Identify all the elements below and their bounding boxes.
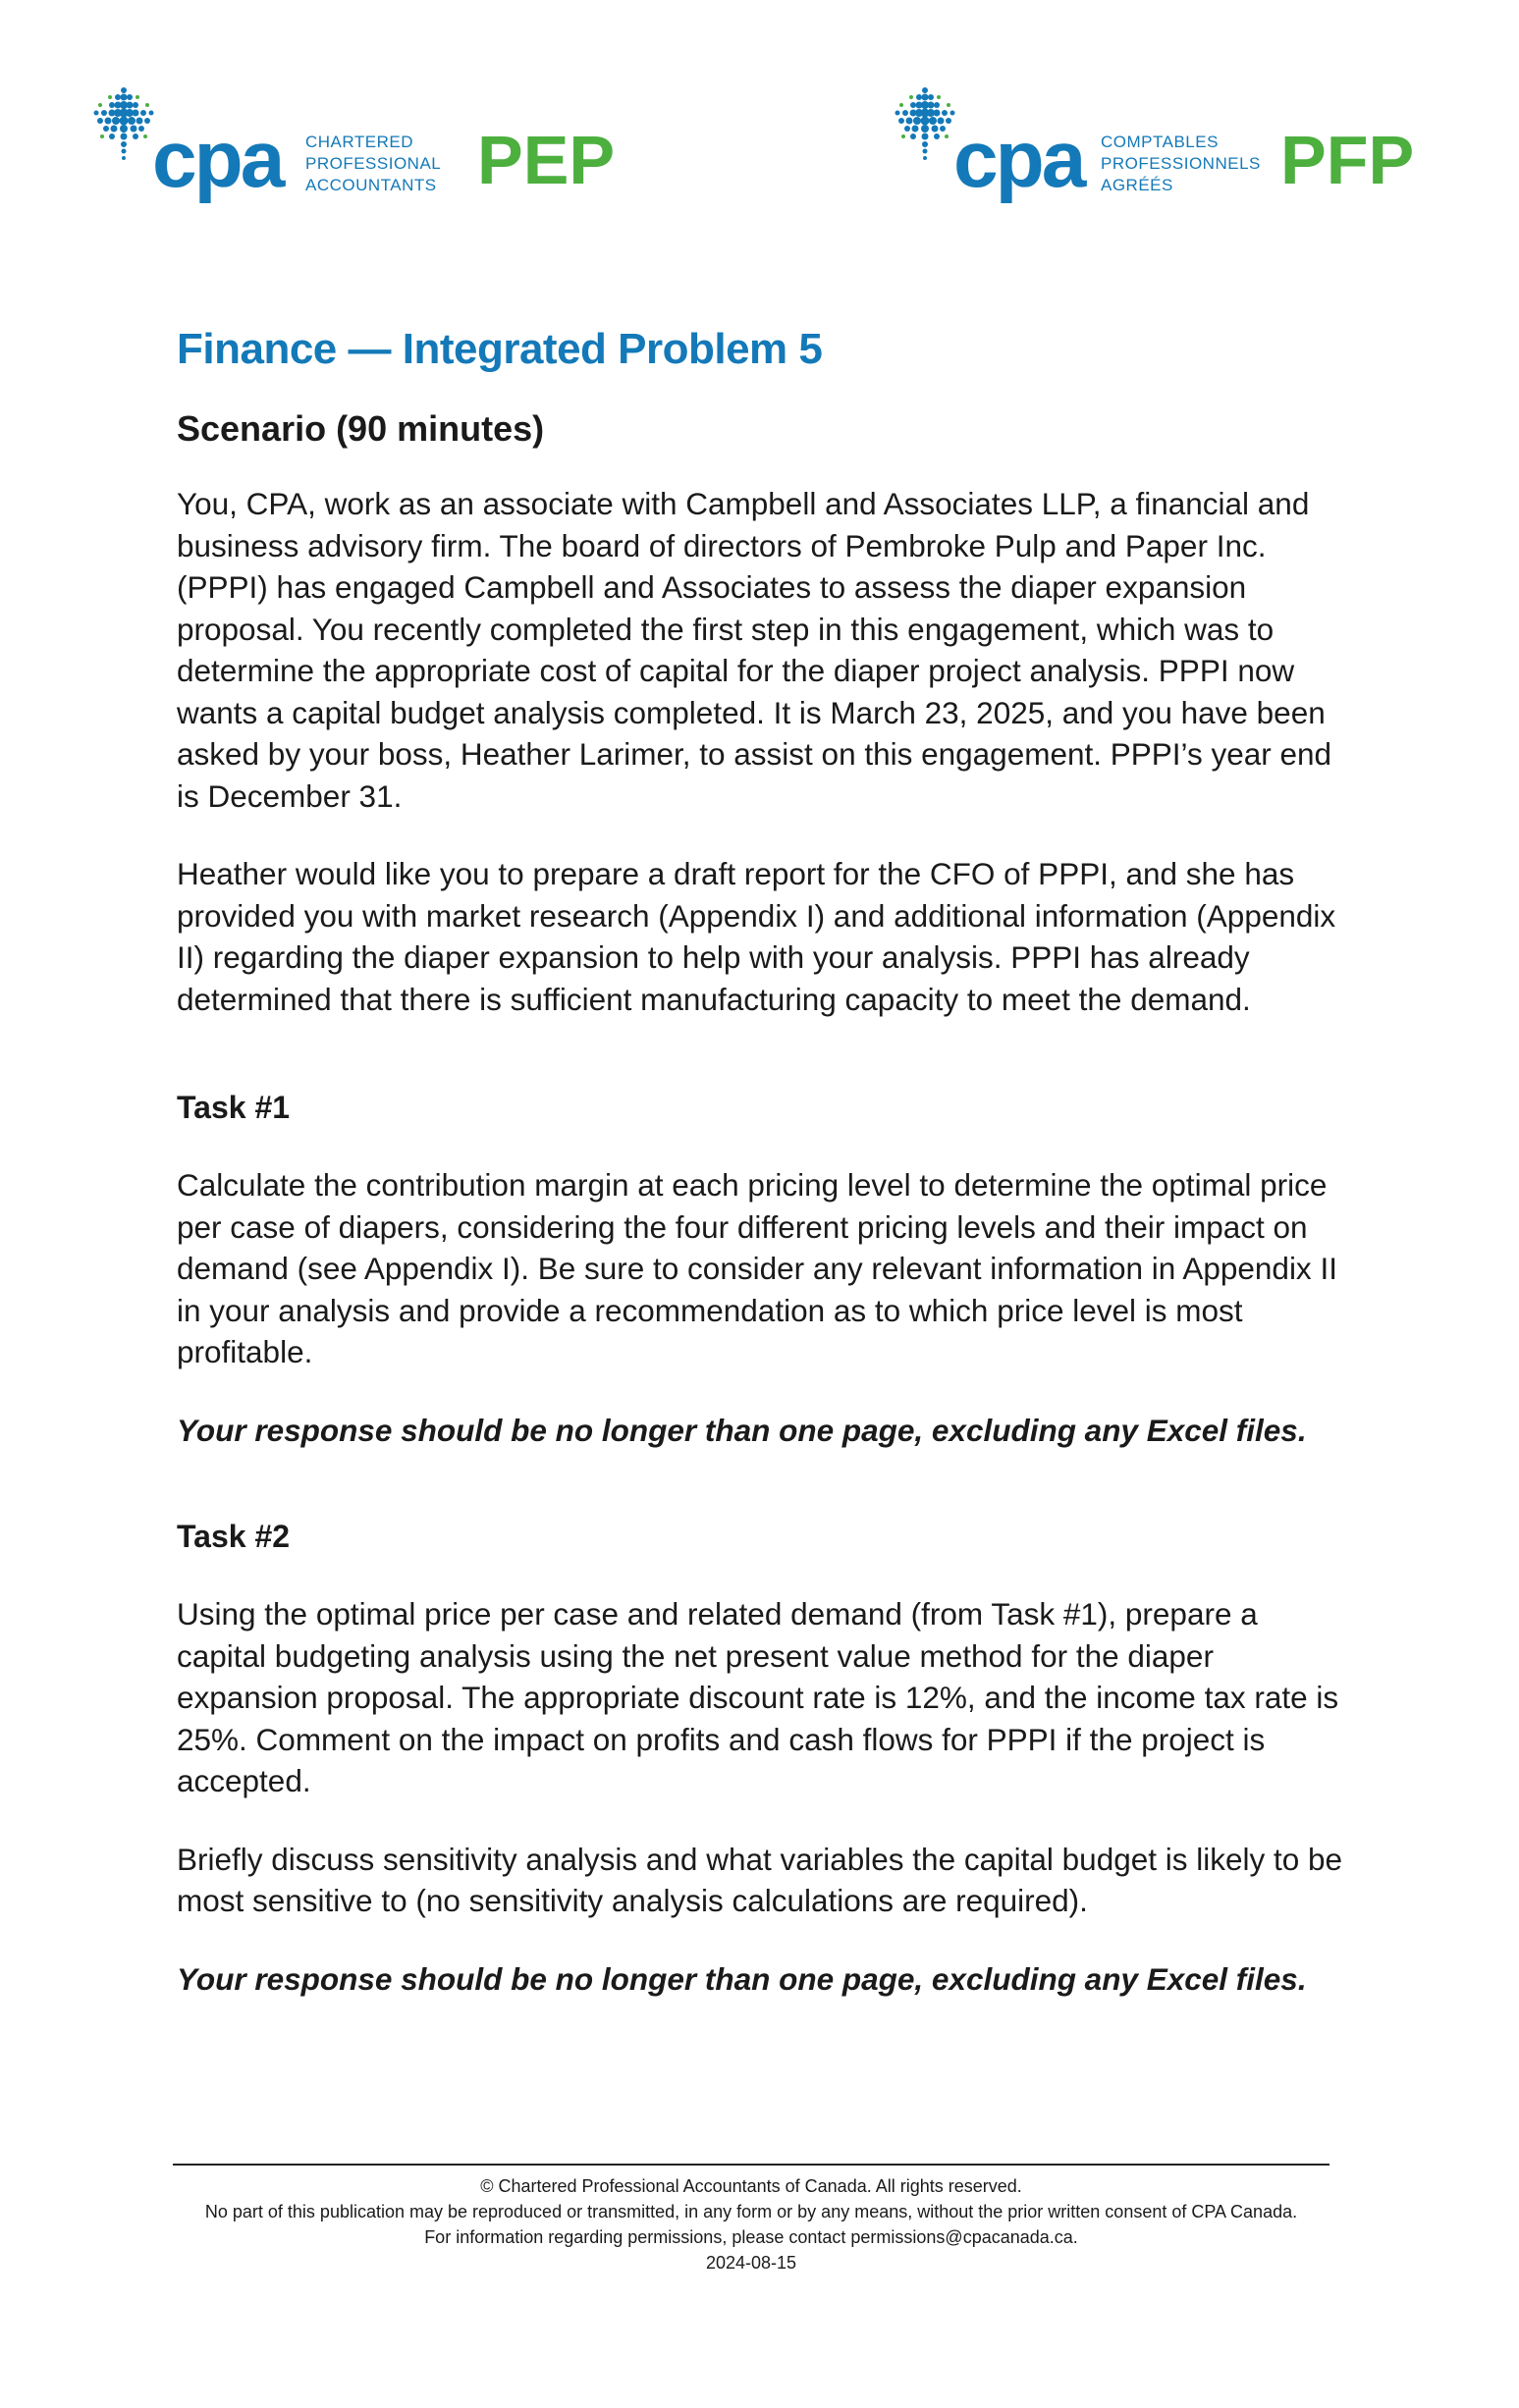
cpa-descriptor: COMPTABLES PROFESSIONNELS AGRÉÉS [1101,133,1261,194]
scenario-paragraph-2: Heather would like you to prepare a draft report for the CFO of PPPI, and she has provided you with market research (Appendix I) and additional information (Appendix II) regarding the diaper expansion to help with your analysis. PPPI has already determined that there is sufficient manufacturing capacity to meet the demand. [177,856,1336,1017]
cpa-wordmark: cpa [953,115,1084,204]
cpa-pep-logo [90,84,640,212]
scenario-heading: Scenario (90 minutes) [177,408,545,449]
task2-heading: Task #2 [177,1519,291,1554]
maple-leaf-dots-icon [892,84,960,173]
task1-length-note: Your response should be no longer than one page, excluding any Excel files. [177,1412,1307,1448]
task2-paragraph-2: Briefly discuss sensitivity analysis and what variables the capital budget is likely to be most sensitive to (no sensitivity analysis calculations are required). [177,1841,1343,1918]
scenario-paragraph-1: You, CPA, work as an associate with Campbell and Associates LLP, a financial and business advisory firm. The board of directors of Pembroke Pulp and Paper Inc. (PPPI) has engaged Campbell and Associates to assess the diaper expansion proposal. You recently completed the first step in this engagement, which was to determine the appropriate cost of capital for the diaper project analysis. PPPI now wants a capital budget analysis completed. It is March 23, 2025, and you have been asked by your boss, Heather Larimer, to assist on this engagement. PPPI’s year end is December 31. [177,486,1332,814]
cpa-wordmark: cpa [152,115,283,204]
task2-length-note: Your response should be no longer than one page, excluding any Excel files. [177,1960,1307,1997]
task1-heading: Task #1 [177,1090,291,1125]
footer-permissions-contact: For information regarding permissions, please contact permissions@cpacanada.ca. [424,2227,1078,2247]
task1-paragraph: Calculate the contribution margin at each pricing level to determine the optimal price per case of diapers, considering the four different pricing levels and their impact on demand (see Appendix I). Be sure to consider any relevant information in Appendix II in your analysis and provide a recommendation as to which price level is most profitable. [177,1167,1337,1369]
program-label: PFP [1280,122,1415,198]
footer-reproduction-notice: No part of this publication may be reproduced or transmitted, in any form or by any means, without the prior written consent of CPA Canada. [204,2202,1298,2221]
footer-copyright: © Chartered Professional Accountants of Canada. All rights reserved. [480,2176,1022,2196]
document-title: Finance — Integrated Problem 5 [177,325,823,373]
task2-paragraph-1: Using the optimal price per case and related demand (from Task #1), prepare a capital budgeting analysis using the net present value method for the diaper expansion proposal. The appropriate discount rate is 12%, and the income tax rate is 25%. Comment on the impact on profits and cash flows for PPPI if the project is accepted. [177,1596,1339,1798]
maple-leaf-dots-icon [90,84,159,173]
footer-date: 2024-08-15 [705,2253,797,2273]
document-body [177,322,1355,2000]
cpa-pfp-logo [892,84,1422,212]
copyright-footer [173,2173,1329,2275]
cpa-descriptor: CHARTERED PROFESSIONAL ACCOUNTANTS [305,133,442,194]
footer-divider [173,2164,1329,2166]
program-label: PEP [477,122,616,198]
